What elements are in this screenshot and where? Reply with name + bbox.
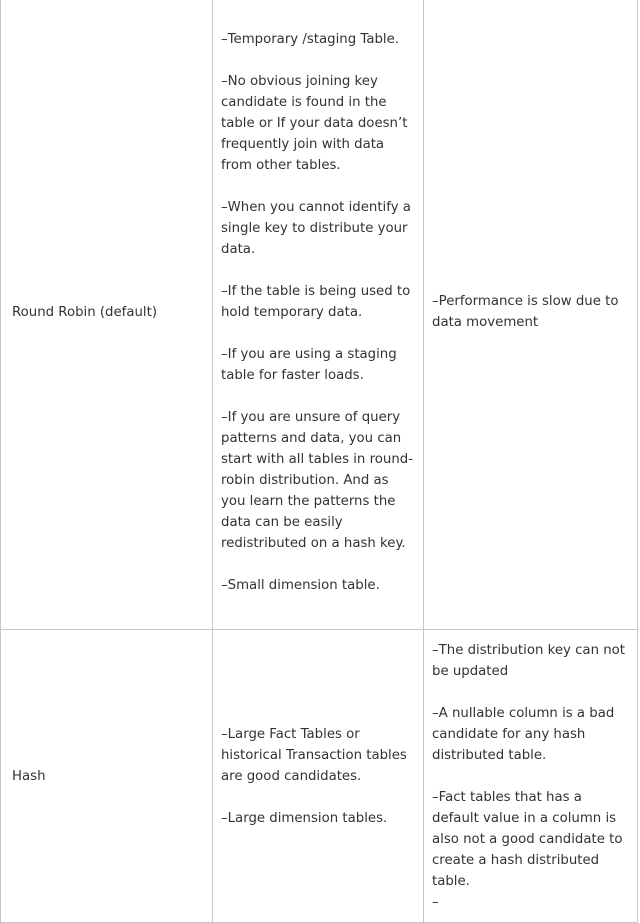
limitation-item: –Performance is slow due to data movement — [432, 294, 619, 330]
limitation-item: –The distribution key can not be updated — [432, 642, 625, 679]
limitation-item: –Fact tables that has a default value in a column is also not a good candidate to create a hash distributed table. — [432, 789, 623, 889]
use-when-item: –If you are unsure of query patterns and data, you can start with all tables in round-robin distribution. And as you learn the patterns the data can be easily redistributed on a hash key. — [221, 409, 413, 551]
use-when-item: –No obvious joining key candidate is found in the table or If your data doesn’t frequently join with data from other tables. — [221, 73, 408, 173]
table-row — [1, 0, 638, 630]
use-when-cell — [213, 630, 424, 923]
use-when-item: –Temporary /staging Table. — [221, 31, 400, 47]
use-when-item: –If the table is being used to hold temporary data. — [221, 283, 411, 320]
table-row — [1, 630, 638, 923]
limitation-item: –A nullable column is a bad candidate for any hash distributed table. — [432, 705, 615, 763]
limitations-cell — [424, 0, 638, 630]
use-when-item: –Small dimension table. — [221, 577, 380, 593]
use-when-cell — [213, 0, 424, 630]
use-when-item: –Large Fact Tables or historical Transaction tables are good candidates. — [221, 726, 407, 784]
distribution-type-label: Hash — [12, 768, 46, 784]
distribution-type-cell — [1, 630, 213, 923]
use-when-item: –Large dimension tables. — [221, 810, 388, 826]
limitation-item: – — [432, 894, 439, 910]
distribution-type-label: Round Robin (default) — [12, 304, 158, 320]
use-when-item: –If you are using a staging table for faster loads. — [221, 346, 397, 383]
limitations-cell — [424, 630, 638, 923]
distribution-type-cell — [1, 0, 213, 630]
use-when-item: –When you cannot identify a single key to distribute your data. — [221, 199, 411, 257]
